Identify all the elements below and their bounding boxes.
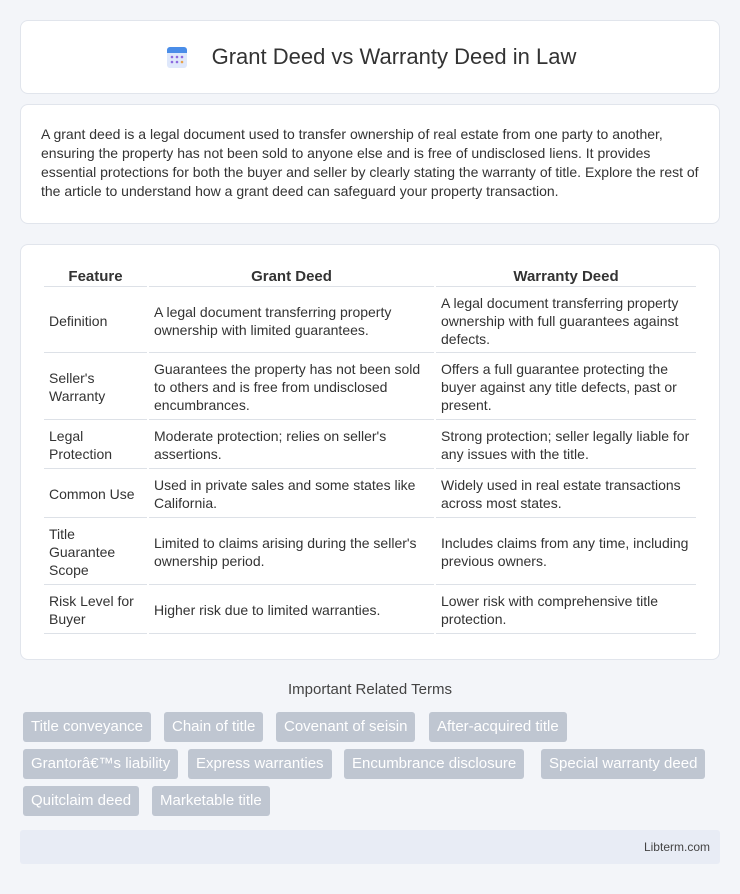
row-feature: Seller's Warranty [44,355,147,420]
tag-encumbrance-disclosure[interactable]: Encumbrance disclosure [344,749,524,779]
row-warranty: A legal document transferring property ownership with full guarantees against defects. [436,289,696,353]
page-title: Grant Deed vs Warranty Deed in Law [211,44,577,69]
tag-special-warranty-deed[interactable]: Special warranty deed [541,749,705,779]
tag-express-warranties[interactable]: Express warranties [188,749,332,779]
header-grant-deed: Grant Deed [149,267,434,287]
tag-after-acquired-title[interactable]: After-acquired title [429,712,567,742]
footer [20,830,720,864]
tag-title-conveyance[interactable]: Title conveyance [23,712,151,742]
intro-text: A grant deed is a legal document used to transfer ownership of real estate from one party to another, ensuring the property has not been sold to anyone else and is free of undisclosed liens. It provides essential protections for both the buyer and seller by clearly stating the warranty of title. Explore the rest of the article to understand how a grant deed can safeguard your property transaction. [41,126,699,199]
row-feature: Definition [44,289,147,353]
intro-card [20,104,720,224]
tag-marketable-title[interactable]: Marketable title [152,786,270,816]
row-feature: Risk Level for Buyer [44,587,147,634]
table-row [44,289,696,353]
row-feature: Common Use [44,471,147,518]
header-warranty-deed: Warranty Deed [436,267,696,287]
table-header-row [44,267,696,287]
row-warranty: Strong protection; seller legally liable for any issues with the title. [436,422,696,469]
table-row [44,520,696,585]
row-grant: Used in private sales and some states like California. [149,471,434,518]
header-card [20,20,720,94]
table-row [44,587,696,634]
comparison-table-card [20,244,720,660]
document-icon [164,44,190,70]
row-grant: Moderate protection; relies on seller's assertions. [149,422,434,469]
tag-covenant-of-seisin[interactable]: Covenant of seisin [276,712,415,742]
table-row [44,355,696,420]
footer-site-link[interactable]: Libterm.com [643,840,710,854]
row-warranty: Lower risk with comprehensive title protection. [436,587,696,634]
comparison-table [42,265,698,636]
row-grant: Higher risk due to limited warranties. [149,587,434,634]
table-row [44,422,696,469]
row-feature: Legal Protection [44,422,147,469]
table-row [44,471,696,518]
row-grant: Limited to claims arising during the seller's ownership period. [149,520,434,585]
row-grant: Guarantees the property has not been sold to others and is free from undisclosed encumbrances. [149,355,434,420]
related-terms-title: Important Related Terms [288,681,452,698]
row-grant: A legal document transferring property ownership with limited guarantees. [149,289,434,353]
tag-chain-of-title[interactable]: Chain of title [164,712,263,742]
row-warranty: Offers a full guarantee protecting the buyer against any title defects, past or present. [436,355,696,420]
row-feature: Title Guarantee Scope [44,520,147,585]
row-warranty: Widely used in real estate transactions across most states. [436,471,696,518]
row-warranty: Includes claims from any time, including previous owners. [436,520,696,585]
header-feature: Feature [44,267,147,287]
tag-quitclaim-deed[interactable]: Quitclaim deed [23,786,139,816]
tag-grantors-liability[interactable]: Grantorâ€™s liability [23,749,178,779]
